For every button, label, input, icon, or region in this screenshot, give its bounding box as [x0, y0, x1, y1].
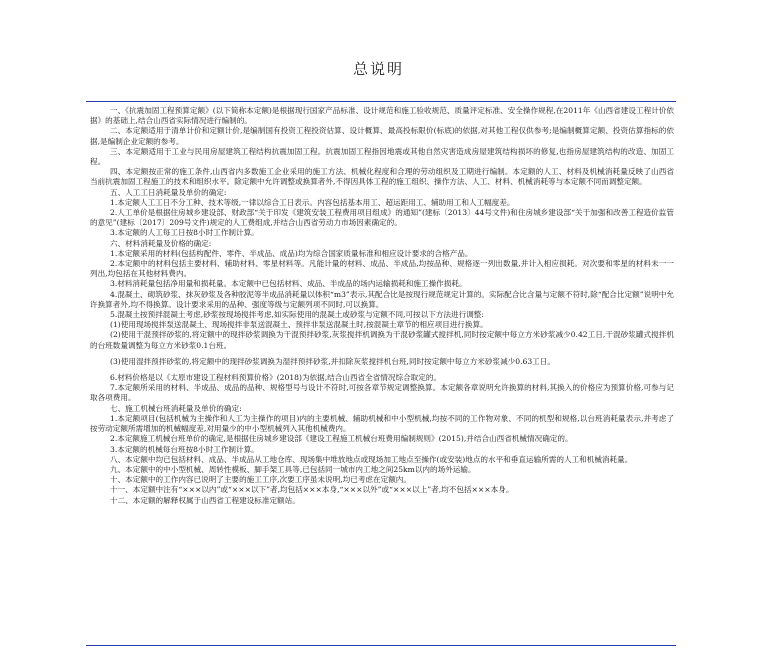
- section-6-item-5: 5.混凝土按预拌混凝土考虑,砂浆按现场搅拌考虑,如实际使用的混凝土或砂浆与定额不同,可按以下方法进行调整:: [110, 310, 484, 320]
- section-5-item-1: 1.本定额人工工日不分工种、技术等级,一律以综合工日表示。内容包括基本用工、超运距用工、辅助用工和人工幅度差。: [110, 197, 515, 207]
- section-6-item-7: 7.本定额所采用的材料、半成品、成品的品种、规格型号与设计不符时,可按各章节规定调整换算。本定额各章说明允许换算的材料,其换入的价格应为预算价格,可参与记取各项费用。: [90, 383, 674, 403]
- section-6-item-5-sub-3: (3)使用湿拌预拌砂浆的,将定额中的现拌砂浆调换为湿拌预拌砂浆,并扣除灰浆搅拌机台班,同时按定额中每立方米砂浆减少0.63工日。: [110, 356, 555, 366]
- section-6-item-1: 1.本定额采用的材料(包括构配件、零件、半成品、成品)均为综合国家质量标准和相应设计要求的合格产品。: [110, 248, 473, 258]
- section-5-item-3: 3.本定额的人工每工日按8小时工作制计算。: [110, 228, 259, 238]
- section-6-item-4: 4.混凝土、砌筑砂浆、抹灰砂浆及各种胶泥等半成品消耗量以体积“m3”表示,其配合比是按现行规范规定计算的。实际配合比含量与定额不符时,除“配合比定额”说明中允许换算者外,均不得换算。设计要求采用的品种、强度等级与定额列项不同时,可以换算。: [90, 289, 674, 309]
- paragraph-9: 九、本定额中的中小型机械、周转性模板、脚手架工具等,已包括同一城市内工地之间25km以内的场外运输。: [110, 464, 476, 474]
- document-body: [90, 106, 674, 506]
- section-7-item-1: 1.本定额项目(包括机械为主操作和人工为主操作的项目)内的主要机械、辅助机械和中小型机械,均按不同的工作物对象、不同的机型和规格,以台班消耗量表示,并考虑了按劳动定额所需增加的机械幅度差,对用量少的中小型机械列入其他机械费内。: [90, 413, 674, 434]
- section-6-item-5-sub-2: (2)使用干混预拌砂浆的,将定额中的现拌砂浆调换为干混预拌砂浆,灰浆搅拌机调换为干混砂浆罐式搅拌机,同时按定额中每立方米砂浆减少0.42工日,干混砂浆罐式搅拌机的台班数量调整为每立方米砂浆0.1台班。: [90, 330, 674, 350]
- paragraph-3: 三、本定额适用于工业与民用房屋建筑工程结构抗震加固工程。抗震加固工程指因地震或其他自然灾害造成房屋建筑结构损坏的修复,也指房屋建筑结构的改造、加固工程。: [90, 146, 674, 167]
- paragraph-2: 二、本定额适用于清单计价和定额计价,是编制国有投资工程投资估算、设计概算、最高投标限价(标底)的依据,对其他工程仅供参考;是编制概算定额、投资估算指标的依据,是编制企业定额的参考。: [90, 126, 674, 146]
- section-5-heading: 五、人工工日消耗量及单价的确定:: [110, 187, 227, 197]
- paragraph-11: 十一、本定额中注有“×××以内”或“×××以下”者,均包括×××本身,“×××以外”或“×××以上”者,均不包括×××本身。: [110, 485, 514, 495]
- top-divider: [86, 101, 676, 102]
- paragraph-1: 一、《抗震加固工程预算定额》(以下简称本定额)是根据现行国家产品标准、设计规范和施工验收规范、质量评定标准、安全操作规程,在2011年《山西省建设工程计价依据》的基础上,结合山西省实际情况进行编制的。: [90, 106, 674, 126]
- section-6-item-5-sub-1: (1)使用现场搅拌泵送混凝土、现场搅拌非泵送混凝土、预拌非泵送混凝土时,按混凝土章节的相应项目进行换算。: [110, 320, 488, 330]
- paragraph-8: 八、本定额中均已包括材料、成品、半成品从工地仓库、现场集中堆放地点或现场加工地点至操作(或安装)地点的水平和垂直运输所需的人工和机械消耗量。: [110, 454, 633, 464]
- section-6-heading: 六、材料消耗量及价格的确定:: [110, 238, 212, 248]
- section-5-item-2: 2.人工单价是根据住房城乡建设部、财政部“关于印发《建筑安装工程费用项目组成》的通知”(建标〔2013〕44号文件)和住房城乡建设部“关于加强和改善工程造价监管的意见”(建标〔2017〕209号文件)规定的人工费组成,并结合山西省劳动力市场因素确定的。: [90, 208, 674, 228]
- section-6-item-2: 2.本定额中的材料包括主要材料、辅助材料、零星材料等。凡能计量的材料、成品、半成品,均按品种、规格逐一列出数量,并计入相应损耗。对次要和零星的材料未一一列出,均包括在其他材料费内。: [90, 259, 674, 279]
- paragraph-12: 十二、本定额的解释权属于山西省工程建设标准定额站。: [110, 495, 300, 505]
- section-6-item-6: 6.材料价格是以《太原市建设工程材料预算价格》(2018)为依据,结合山西省全省情况综合取定的。: [110, 373, 442, 383]
- section-6-item-3: 3.材料消耗量包括净用量和损耗量。本定额中已包括材料、成品、半成品的场内运输损耗和施工操作损耗。: [110, 279, 467, 289]
- section-7-item-2: 2.本定额施工机械台班单价的确定,是根据住房城乡建设部《建设工程施工机械台班费用编制规则》(2015),并结合山西省机械情况确定的。: [110, 434, 573, 444]
- page-title: 总说明: [352, 60, 404, 78]
- bottom-divider: [86, 645, 676, 646]
- paragraph-10: 十、本定额中的工作内容已说明了主要的施工工序,次要工序虽未说明,均已考虑在定额内。: [110, 475, 411, 485]
- section-7-heading: 七、施工机械台班消耗量及单价的确定:: [110, 403, 242, 413]
- paragraph-4: 四、本定额按正常的施工条件,山西省内多数施工企业采用的施工方法、机械化程度和合理的劳动组织及工期进行编制。本定额的人工、材料及机械消耗量反映了山西省当前抗震加固工程施工的技术和组织水平。除定额中允许调整或换算者外,不得因具体工程的施工组织、操作方法、人工、材料、机械消耗等与本定额不同而调整定额。: [90, 167, 674, 187]
- section-7-item-3: 3.本定额的机械每台班按8小时工作制计算。: [110, 444, 259, 454]
